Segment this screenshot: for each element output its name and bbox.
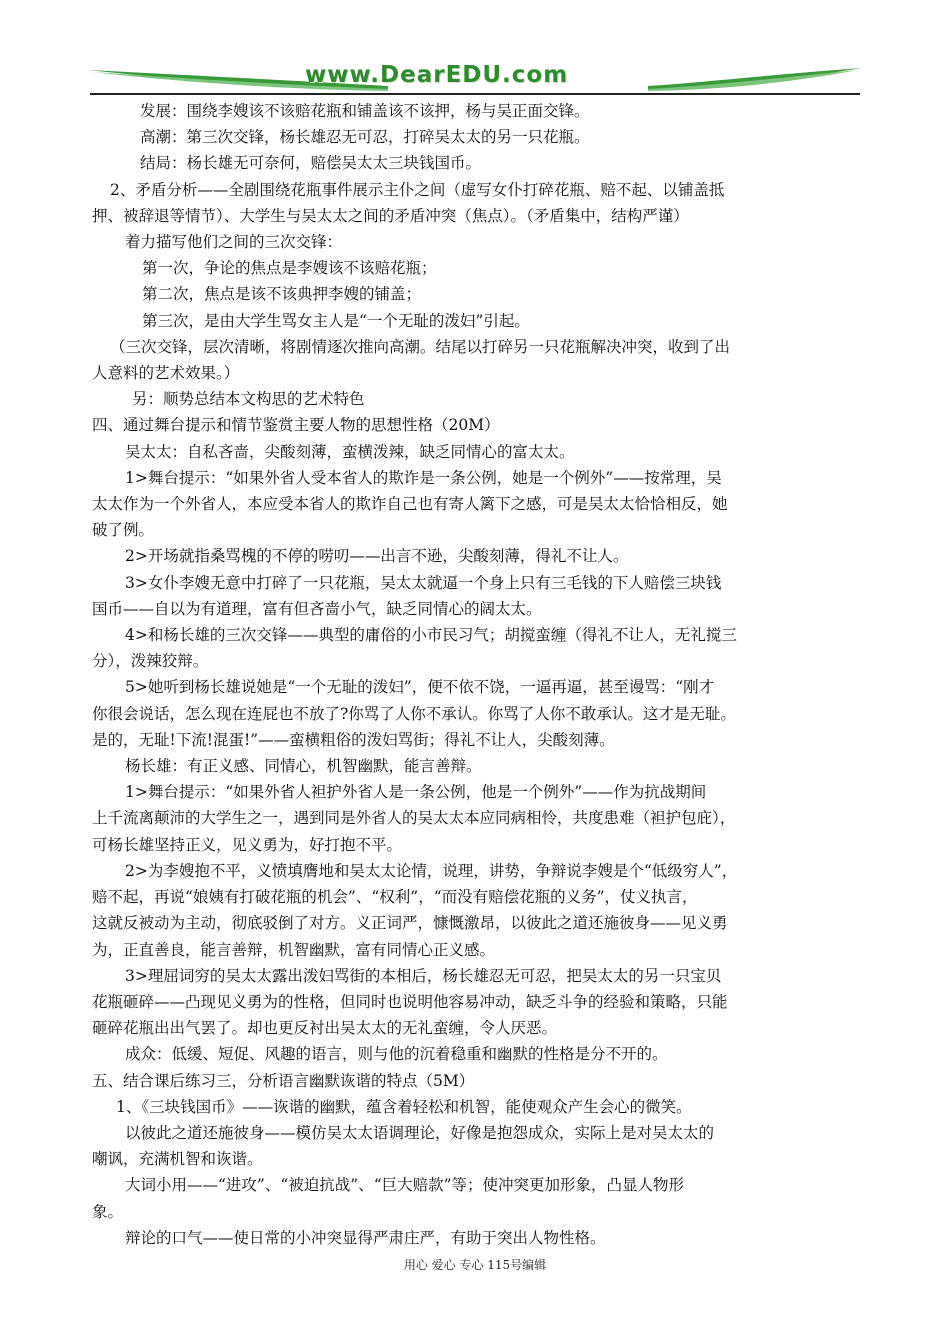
text-line: 2>为李嫂抱不平，义愤填膺地和吴太太论情，说理，讲势，争辩说李嫂是个“低级穷人”，: [125, 861, 738, 880]
text-line: 1>舞台提示：“如果外省人袒护外省人是一条公例，他是一个例外”——作为抗战期间: [125, 783, 707, 802]
document-body: [92, 98, 864, 1251]
section-heading: 四、通过舞台提示和情节鉴赏主要人物的思想性格（20M）: [92, 416, 500, 435]
text-line: 太太作为一个外省人，本应受本省人的欺诈自己也有寄人篱下之感，可是吴太太恰恰相反，她: [92, 495, 728, 514]
text-line: 是的，无耻!下流!混蛋!”——蛮横粗俗的泼妇骂街；得礼不让人，尖酸刻薄。: [92, 730, 615, 749]
text-line: 发展：围绕李嫂该不该赔花瓶和铺盖该不该押，杨与吴正面交锋。: [140, 102, 590, 120]
text-line: 结局：杨长雄无可奈何，赔偿吴太太三块钱国币。: [140, 154, 482, 173]
text-line: 你很会说话，怎么现在连屁也不放了?你骂了人你不承认。你骂了人你不敢承认。这才是无耻。: [92, 704, 736, 723]
text-line: 可杨长雄坚持正义，见义勇为，好打抱不平。: [92, 835, 403, 854]
text-line: （三次交锋，层次清晰，将剧情逐次推向高潮。结尾以打碎另一只花瓶解决冲突，收到了出: [110, 337, 731, 356]
text-line: 吴太太：自私吝啬，尖酸刻薄，蛮横泼辣，缺乏同情心的富太太。: [125, 442, 575, 461]
text-line: 高潮：第三次交锋，杨长雄忍无可忍，打碎吴太太的另一只花瓶。: [140, 128, 590, 147]
page-footer: 用心 爱心 专心 115号编辑: [403, 1258, 547, 1272]
text-line: 国币——自以为有道理，富有但吝啬小气，缺乏同情心的阔太太。: [92, 599, 542, 618]
text-line: 着力描写他们之间的三次交锋：: [125, 233, 343, 252]
text-line: 杨长雄：有正义感、同情心，机智幽默，能言善辩。: [125, 757, 482, 776]
text-line: 象。: [92, 1202, 124, 1221]
text-line: 成众：低缓、短促、风趣的语言，则与他的沉着稳重和幽默的性格是分不开的。: [125, 1045, 668, 1064]
text-line: 嘲讽，充满机智和诙谐。: [92, 1150, 263, 1169]
text-line: 3>女仆李嫂无意中打碎了一只花瓶，吴太太就逼一个身上只有三毛钱的下人赔偿三块钱: [125, 573, 722, 592]
text-line: 赔不起，再说“娘姨有打破花瓶的机会”、“权利”，“而没有赔偿花瓶的义务”，仗义执言，: [92, 888, 698, 907]
text-line: 1>舞台提示：“如果外省人受本省人的欺诈是一条公例，她是一个例外”——按常理，吴: [125, 468, 722, 487]
text-line: 另：顺势总结本文构思的艺术特色: [132, 390, 365, 409]
text-line: 4>和杨长雄的三次交锋——典型的庸俗的小市民习气；胡搅蛮缠（得礼不让人，无礼搅三: [125, 626, 737, 645]
text-line: 这就反被动为主动，彻底驳倒了对方。义正词严，慷慨激昂，以彼此之道还施彼身——见义勇: [92, 914, 728, 933]
text-line: 第三次，是由大学生骂女主人是“一个无耻的泼妇”引起。: [142, 311, 530, 330]
text-line: 砸碎花瓶出出气罢了。却也更反衬出吴太太的无礼蛮缠，令人厌恶。: [92, 1019, 558, 1038]
section-heading: 五、结合课后练习三，分析语言幽默诙谐的特点（5M）: [92, 1071, 475, 1090]
text-line: 大词小用——“进攻”、“被迫抗战”、“巨大赔款”等；使冲突更加形象，凸显人物形: [125, 1176, 685, 1195]
text-line: 5>她听到杨长雄说她是“一个无耻的泼妇”，便不依不饶，一逼再逼，甚至谩骂：“刚才: [125, 678, 715, 697]
text-line: 2、矛盾分析——全剧围绕花瓶事件展示主仆之间（虚写女仆打碎花瓶、赔不起、以铺盖抵: [110, 180, 725, 199]
text-line: 1、《三块钱国币》——诙谐的幽默，蕴含着轻松和机智，能使观众产生会心的微笑。: [116, 1097, 692, 1116]
site-logo[interactable]: www.DearEDU.com: [305, 62, 569, 88]
text-line: 分），泼辣狡辩。: [92, 652, 209, 671]
text-line: 人意料的艺术效果。）: [92, 364, 240, 383]
text-line: 辩论的口气——使日常的小冲突显得严肃庄严，有助于突出人物性格。: [125, 1228, 606, 1247]
text-line: 上千流离颠沛的大学生之一，遇到同是外省人的吴太太本应同病相怜，共度患难（袒护包庇），: [92, 809, 736, 828]
text-line: 花瓶砸碎——凸现见义勇为的性格，但同时也说明他容易冲动，缺乏斗争的经验和策略，只能: [92, 992, 728, 1011]
text-line: 破了例。: [92, 521, 155, 540]
text-line: 押、被辞退等情节）、大学生与吴太太之间的矛盾冲突（焦点）。（矛盾集中，结构严谨）: [92, 206, 689, 225]
text-line: 为，正直善良，能言善辩，机智幽默，富有同情心正义感。: [92, 940, 496, 959]
text-line: 以彼此之道还施彼身——模仿吴太太语调理论，好像是抱怨成众，实际上是对吴太太的: [125, 1123, 715, 1142]
header-rule: [90, 93, 860, 95]
text-line: 第一次，争论的焦点是李嫂该不该赔花瓶；: [142, 259, 437, 278]
text-line: 第二次，焦点是该不该典押李嫂的铺盖；: [142, 285, 422, 304]
text-line: 2>开场就指桑骂槐的不停的唠叨——出言不逊，尖酸刻薄，得礼不让人。: [125, 547, 629, 566]
text-line: 3>理屈词穷的吴太太露出泼妇骂街的本相后，杨长雄忍无可忍，把吴太太的另一只宝贝: [125, 966, 722, 985]
